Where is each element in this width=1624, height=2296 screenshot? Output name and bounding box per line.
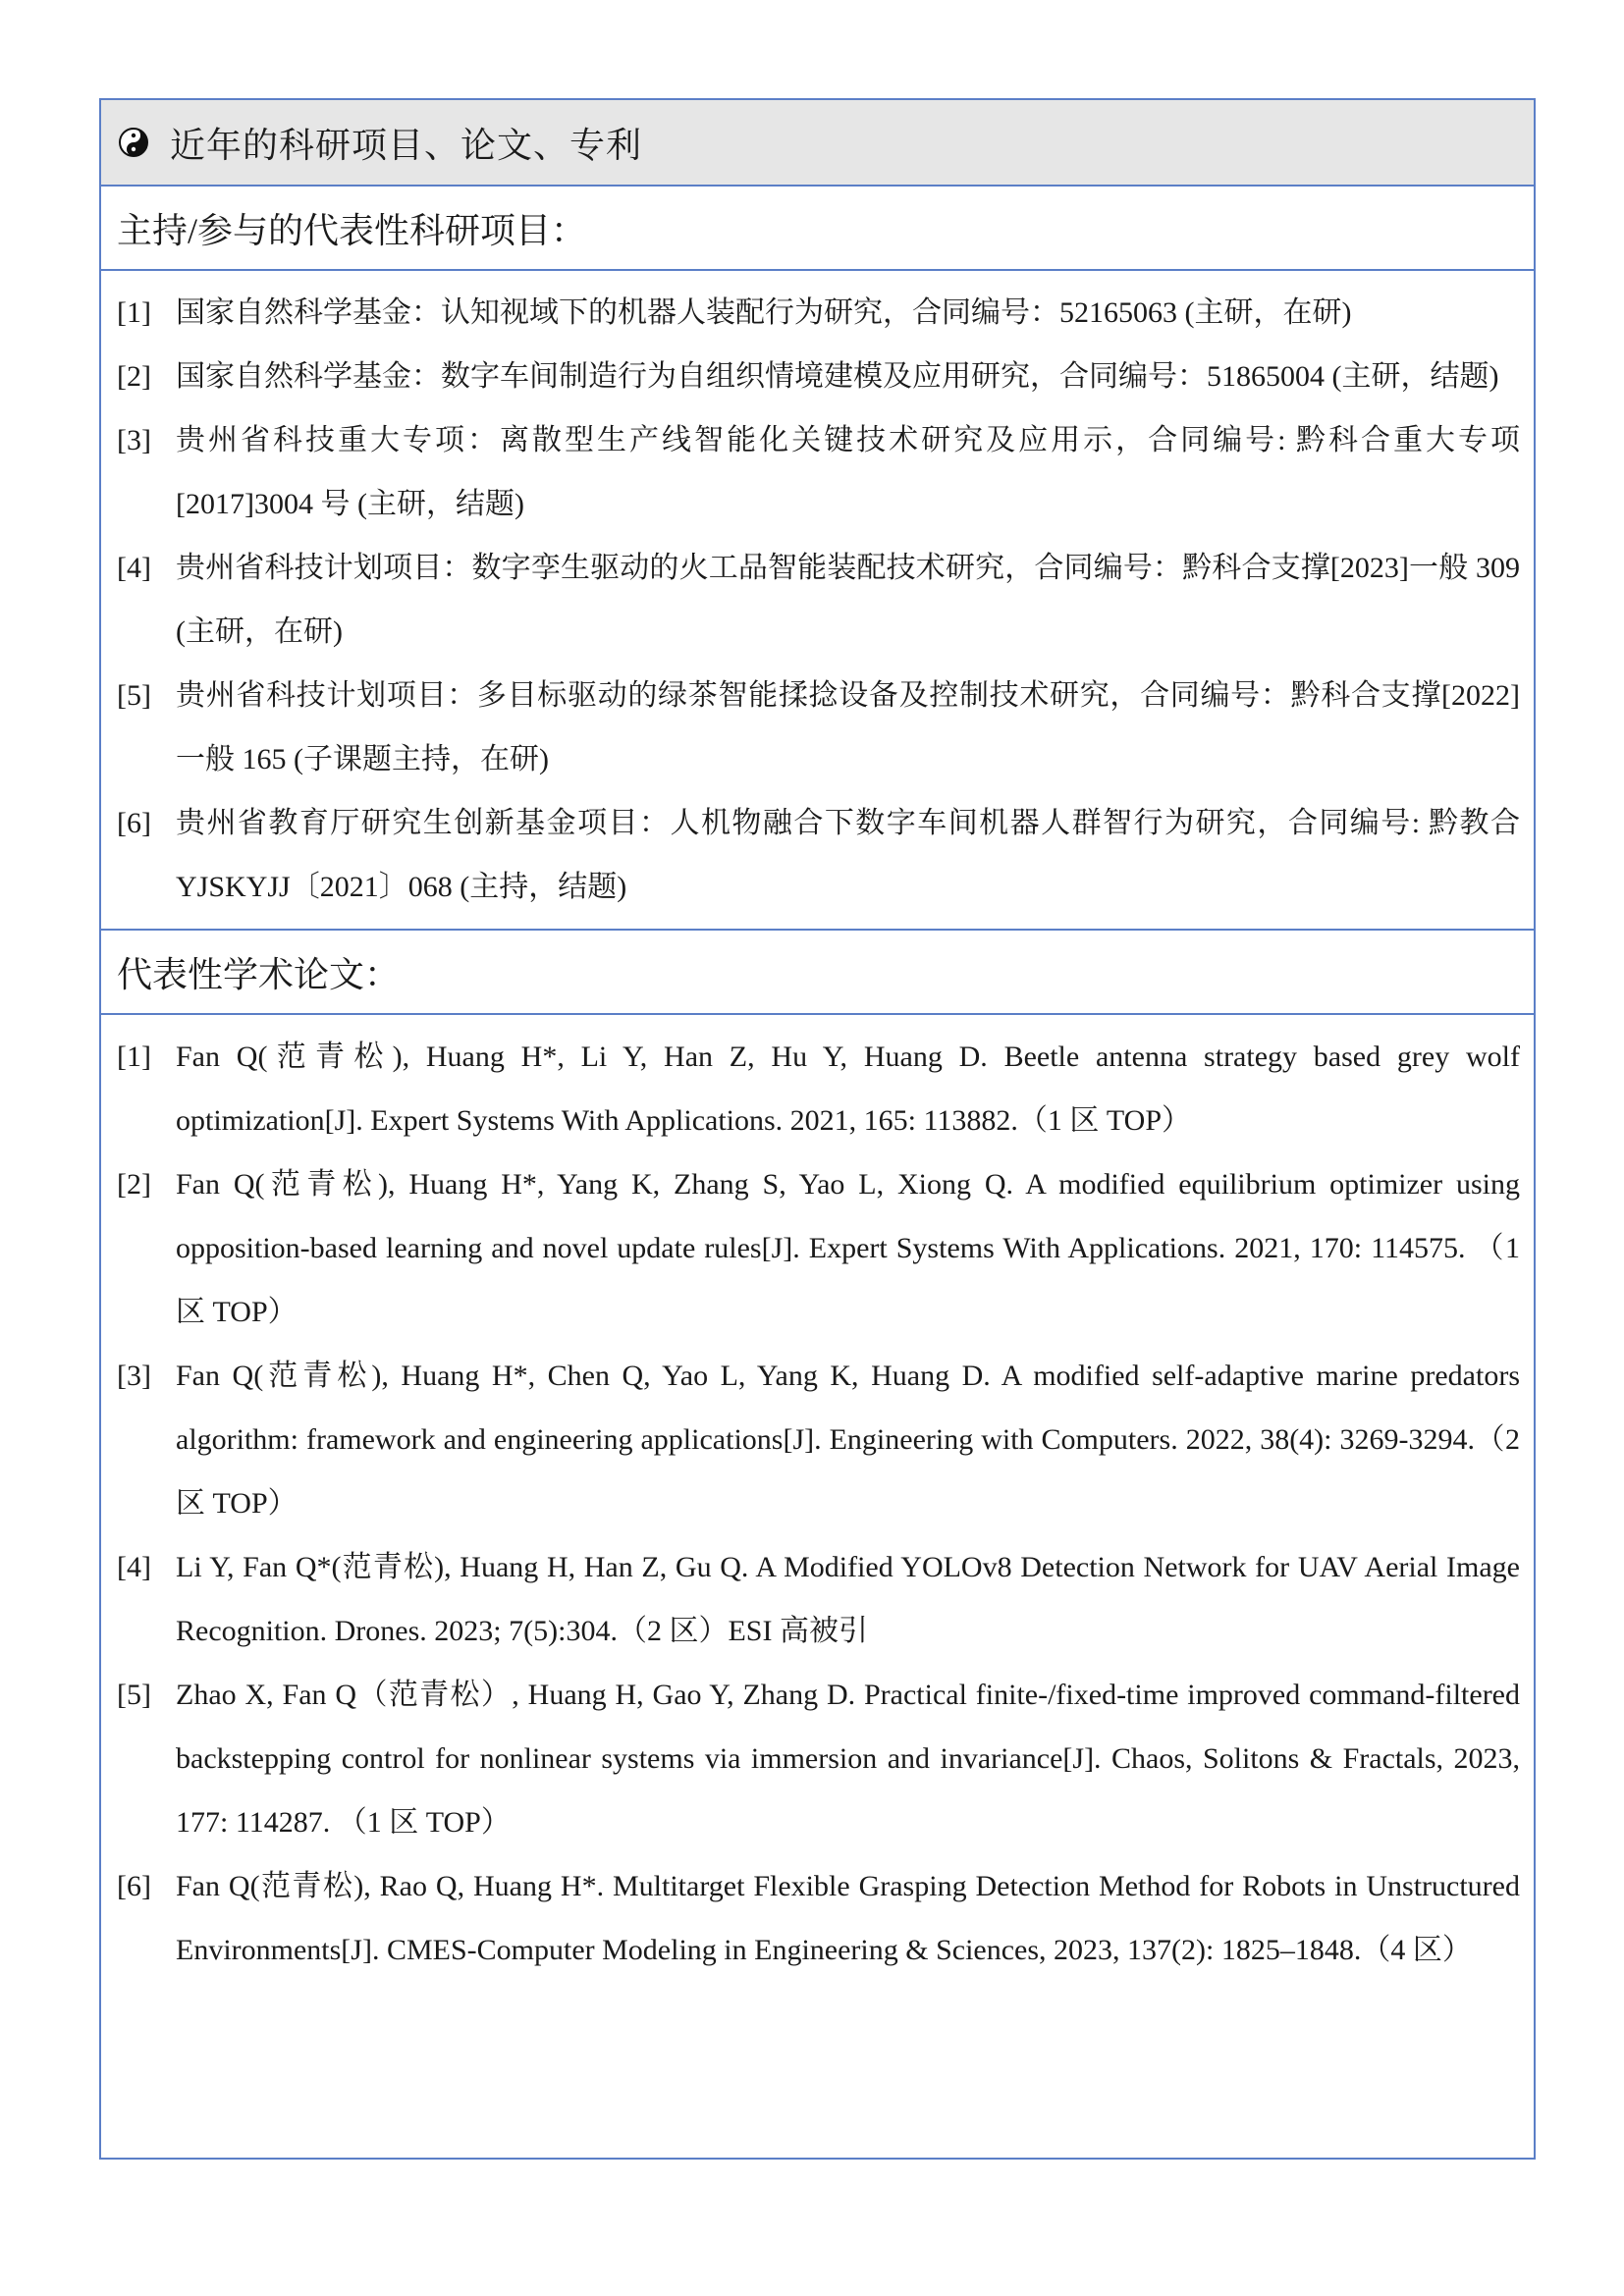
item-text: Fan Q(范青松), Rao Q, Huang H*. Multitarget Flexible Grasping Detection Method for Robots in Unstructured Environments[J]. CMES-Computer Modeling in Engineering & Sciences, 2023, 137(2): 1825–1848.（4 区） (176, 1870, 1520, 1966)
item-text: 国家自然科学基金：认知视域下的机器人装配行为研究，合同编号：52165063 (主研，在研) (176, 296, 1352, 329)
papers-list (101, 1015, 1534, 1992)
item-text: Li Y, Fan Q*(范青松), Huang H, Han Z, Gu Q. A Modified YOLOv8 Detection Network for UAV Aerial Image Recognition. Drones. 2023; 7(5):304.（2 区）ESI 高被引 (176, 1551, 1520, 1647)
item-text: 贵州省科技计划项目：多目标驱动的绿茶智能揉捻设备及控制技术研究，合同编号：黔科合支撑[2022]一般 165 (子课题主持，在研) (176, 679, 1520, 775)
item-number: [6] (117, 1870, 151, 1902)
papers-heading: 代表性学术论文： (101, 931, 1534, 1015)
yin-yang-icon (119, 128, 148, 157)
item-number: [6] (117, 807, 151, 839)
list-item (117, 1535, 1520, 1663)
item-number: [2] (117, 360, 151, 393)
item-number: [5] (117, 1679, 151, 1711)
item-number: [4] (117, 1551, 151, 1583)
item-text: 贵州省科技重大专项：离散型生产线智能化关键技术研究及应用示，合同编号: 黔科合重大专项[2017]3004 号 (主研，结题) (176, 424, 1520, 520)
item-text: 国家自然科学基金：数字车间制造行为自组织情境建模及应用研究，合同编号：51865004 (主研，结题) (176, 360, 1499, 393)
item-text: Fan Q(范青松), Huang H*, Li Y, Han Z, Hu Y, Huang D. Beetle antenna strategy based grey wolf optimization[J]. Expert Systems With Applications. 2021, 165: 113882.（1 区 TOP） (176, 1041, 1520, 1137)
item-number: [3] (117, 424, 151, 456)
list-item (117, 408, 1520, 536)
item-text: Fan Q(范青松), Huang H*, Yang K, Zhang S, Yao L, Xiong Q. A modified equilibrium optimizer using opposition-based learning and novel update rules[J]. Expert Systems With Applications. 2021, 170: 114575. （1 区 TOP） (176, 1168, 1520, 1328)
projects-heading: 主持/参与的代表性科研项目： (101, 187, 1534, 271)
list-item (117, 1663, 1520, 1854)
item-text: 贵州省科技计划项目：数字孪生驱动的火工品智能装配技术研究，合同编号：黔科合支撑[2023]一般 309 (主研，在研) (176, 552, 1520, 648)
section-title: 近年的科研项目、论文、专利 (170, 125, 643, 165)
list-item (117, 281, 1520, 345)
projects-list (101, 271, 1534, 931)
item-number: [5] (117, 679, 151, 712)
list-item (117, 1025, 1520, 1152)
item-number: [1] (117, 1041, 151, 1073)
section-title-bar (101, 100, 1534, 187)
item-number: [4] (117, 552, 151, 584)
list-item (117, 1152, 1520, 1344)
list-item (117, 664, 1520, 791)
item-number: [2] (117, 1168, 151, 1201)
item-text: Zhao X, Fan Q（范青松）, Huang H, Gao Y, Zhang D. Practical finite-/fixed-time improved command-filtered backstepping control for nonlinear systems via immersion and invariance[J]. Chaos, Solitons & Fractals, 2023, 177: 114287. （1 区 TOP） (176, 1679, 1520, 1839)
list-item (117, 536, 1520, 664)
item-number: [1] (117, 296, 151, 329)
item-text: 贵州省教育厅研究生创新基金项目：人机物融合下数字车间机器人群智行为研究，合同编号: 黔教合 YJSKYJJ〔2021〕068 (主持，结题) (176, 807, 1520, 903)
list-item (117, 345, 1520, 408)
item-text: Fan Q(范青松), Huang H*, Chen Q, Yao L, Yang K, Huang D. A modified self-adaptive marine predators algorithm: framework and engineering applications[J]. Engineering with Computers. 2022, 38(4): 3269-3294.（2 区 TOP） (176, 1360, 1520, 1520)
list-item (117, 1854, 1520, 1982)
list-item (117, 1344, 1520, 1535)
item-number: [3] (117, 1360, 151, 1392)
document-frame (99, 98, 1536, 2160)
list-item (117, 791, 1520, 919)
